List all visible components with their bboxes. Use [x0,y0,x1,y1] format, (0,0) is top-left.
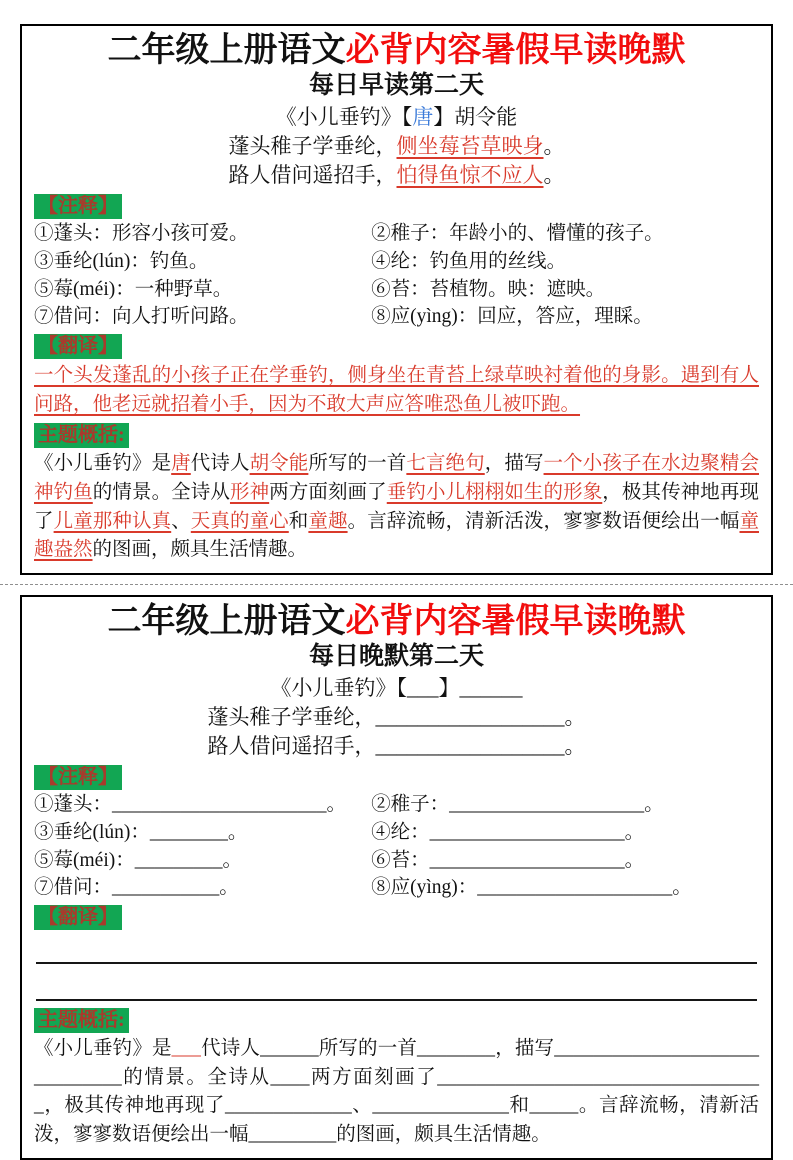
notes-list [34,220,759,331]
note-item-blank: ⑧应(yìng)：____________________。 [371,877,692,899]
notes-header: 【注释】 [34,765,122,790]
poem-block [34,703,759,763]
summary-header: 主题概括: [34,423,129,448]
poem-title-author-blank: 《小儿垂钓》【___】______ [270,676,523,701]
translation-blank-line [36,964,757,1001]
morning-sheet [20,24,773,575]
summary-text: 《小儿垂钓》是唐代诗人胡令能所写的一首七言绝句，描写一个小孩子在水边聚精会神钓鱼的情景。全诗从形神两方面刻画了垂钓小儿栩栩如生的形象，极其传神地再现了儿童那种认真、天真的童心和童趣。言辞流畅，清新活泼，寥寥数语便绘出一幅童趣盎然的图画，颇具生活情趣。 [34,453,759,561]
poem-title-author: 《小儿垂钓》【唐】胡令能 [275,105,518,130]
evening-day-title: 每日晚默第二天 [308,643,484,671]
translation-header: 【翻译】 [34,905,122,930]
note-item: ③垂纶(lún)：钓鱼。 [34,250,209,272]
note-item: ⑧应(yìng)：回应，答应，理睬。 [371,306,653,328]
page-title: 二年级上册语文必背内容暑假早读晚默 [107,32,686,69]
note-item-blank: ④纶：____________________。 [371,821,645,843]
poem-line-1-blank: 蓬头稚子学垂纶，__________________。 [207,704,586,729]
summary-text-blank: 《小儿垂钓》是___代诗人______所写的一首________，描写______________________________的情景。全诗从____两方面刻画了__________________________________，极其传神地再现了_____________、______________和_____。言辞流畅，清新活泼，寥寥数语便绘出一幅_________的图画，颇具生活情趣。 [34,1037,759,1145]
note-item: ④纶：钓鱼用的丝线。 [371,250,567,272]
poem-line-2-blank: 路人借问遥招手，__________________。 [207,734,586,759]
worksheet-page [0,24,793,1146]
translation-header: 【翻译】 [34,334,122,359]
poem-line-2: 路人借问遥招手，怕得鱼惊不应人。 [228,163,565,188]
note-item-blank: ⑤莓(méi)：_________。 [34,849,242,871]
note-item: ①蓬头：形容小孩可爱。 [34,223,249,245]
morning-day-title: 每日早读第二天 [308,72,484,100]
poem-block [34,132,759,192]
notes-list [34,791,759,902]
note-item: ②稚子：年龄小的、懵懂的孩子。 [371,223,664,245]
note-item: ⑦借问：向人打听问路。 [34,306,249,328]
note-item: ⑥苔：苔植物。映：遮映。 [371,278,606,300]
note-item-blank: ③垂纶(lún)：________。 [34,821,248,843]
section-divider [0,584,793,585]
notes-header: 【注释】 [34,194,122,219]
page-title: 二年级上册语文必背内容暑假早读晚默 [107,603,686,641]
note-item: ⑤莓(méi)：一种野草。 [34,278,233,300]
poem-line-1: 蓬头稚子学垂纶，侧坐莓苔草映身。 [228,133,565,158]
translation-fill-area [36,933,757,1001]
evening-sheet [20,595,773,1160]
note-item-blank: ①蓬头：______________________。 [34,794,347,816]
note-item-blank: ⑦借问：___________。 [34,877,239,899]
note-item-blank: ⑥苔：____________________。 [371,849,645,871]
translation-blank-line [36,933,757,964]
summary-header: 主题概括: [34,1008,129,1033]
note-item-blank: ②稚子：____________________。 [371,794,664,816]
translation-text: 一个头发蓬乱的小孩子正在学垂钓，侧身坐在青苔上绿草映衬着他的身影。遇到有人问路，他老远就招着小手，因为不敢大声应答唯恐鱼儿被吓跑。 [34,364,759,416]
